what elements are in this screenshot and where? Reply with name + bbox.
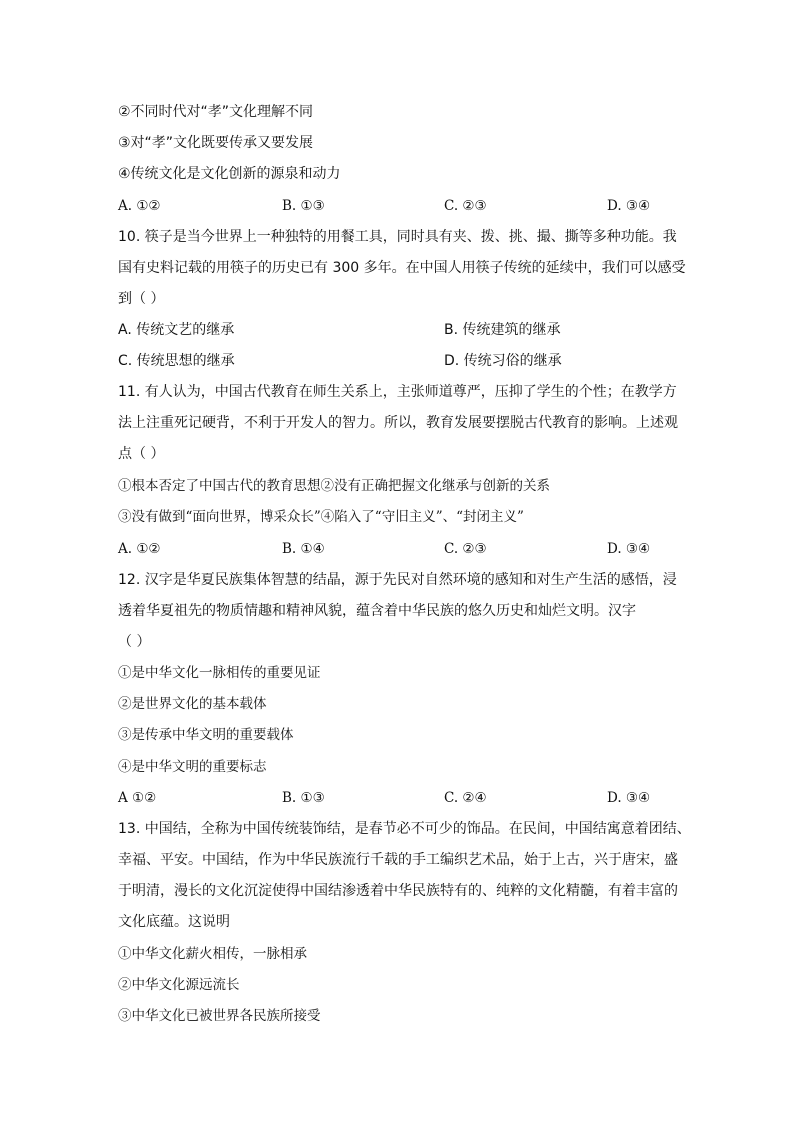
item-text: ④传统文化是文化创新的源泉和动力: [118, 166, 341, 182]
question-13-text: 幸福、平安。中国结，作为中华民族流行千载的手工编织艺术品，始于上古，兴于唐宋，盛: [118, 852, 678, 868]
option-c[interactable]: C. 传统思想的继承: [118, 353, 235, 369]
question-13-text: 文化底蕴。这说明: [118, 914, 230, 930]
item-text: ③没有做到“面向世界，博采众长”④陷入了“守旧主义”、“封闭主义”: [118, 509, 524, 525]
option-c[interactable]: C. ②③: [444, 541, 487, 557]
item-text: ①根本否定了中国古代的教育思想②没有正确把握文化继承与创新的关系: [118, 478, 550, 494]
item-text: ①是中华文化一脉相传的重要见证: [118, 665, 321, 681]
option-b[interactable]: B. ①③: [282, 790, 325, 806]
question-12-text: 12. 汉字是华夏民族集体智慧的结晶，源于先民对自然环境的感知和对生产生活的感悟，浸: [118, 572, 677, 588]
question-10-text: 国有史料记载的用筷子的历史已有 300 多年。在中国人用筷子传统的延续中，我们可以感受: [118, 260, 686, 276]
options-row: [0, 540, 794, 558]
options-row: [0, 789, 794, 807]
question-12-text: 透着华夏祖先的物质情趣和精神风貌，蕴含着中华民族的悠久历史和灿烂文明。汉字: [118, 603, 636, 619]
question-10-text: 到（ ）: [118, 291, 165, 307]
item-text: ④是中华文明的重要标志: [118, 759, 267, 775]
question-13-text: 13. 中国结，全称为中国传统装饰结，是春节必不可少的饰品。在民间，中国结寓意着团结、: [118, 821, 691, 837]
option-d[interactable]: D. ③④: [607, 541, 651, 557]
question-11-text: 点（ ）: [118, 446, 165, 462]
item-text: ③是传承中华文明的重要载体: [118, 727, 294, 743]
option-a[interactable]: A ①②: [118, 790, 157, 806]
option-a[interactable]: A. ①②: [118, 541, 161, 557]
option-c[interactable]: C. ②④: [444, 790, 487, 806]
option-a[interactable]: A. 传统文艺的继承: [118, 322, 235, 338]
question-11-text: 11. 有人认为，中国古代教育在师生关系上，主张师道尊严，压抑了学生的个性；在教学方: [118, 384, 677, 400]
option-c[interactable]: C. ②③: [444, 198, 487, 214]
question-13-text: 于明清，漫长的文化沉淀使得中国结渗透着中华民族特有的、纯粹的文化精髓，有着丰富的: [118, 883, 678, 899]
question-11-text: 法上注重死记硬背，不利于开发人的智力。所以，教育发展要摆脱古代教育的影响。上述观: [118, 415, 678, 431]
options-row: [0, 197, 794, 215]
option-b[interactable]: B. ①③: [282, 198, 325, 214]
question-10-text: 10. 筷子是当今世界上一种独特的用餐工具，同时具有夹、拨、挑、撮、撕等多种功能。我: [118, 229, 677, 245]
option-b[interactable]: B. ①④: [282, 541, 325, 557]
option-b[interactable]: B. 传统建筑的继承: [444, 322, 561, 338]
option-a[interactable]: A. ①②: [118, 198, 161, 214]
item-text: ③中华文化已被世界各民族所接受: [118, 1008, 321, 1024]
item-text: ②是世界文化的基本载体: [118, 696, 267, 712]
item-text: ②不同时代对“孝”文化理解不同: [118, 104, 314, 120]
options-row: [0, 352, 794, 370]
options-row: [0, 321, 794, 339]
item-text: ②中华文化源远流长: [118, 977, 240, 993]
item-text: ③对“孝”文化既要传承又要发展: [118, 135, 314, 151]
item-text: ①中华文化薪火相传，一脉相承: [118, 946, 307, 962]
option-d[interactable]: D. 传统习俗的继承: [444, 353, 562, 369]
option-d[interactable]: D. ③④: [607, 790, 651, 806]
question-12-text: （ ）: [118, 634, 151, 650]
option-d[interactable]: D. ③④: [607, 198, 651, 214]
